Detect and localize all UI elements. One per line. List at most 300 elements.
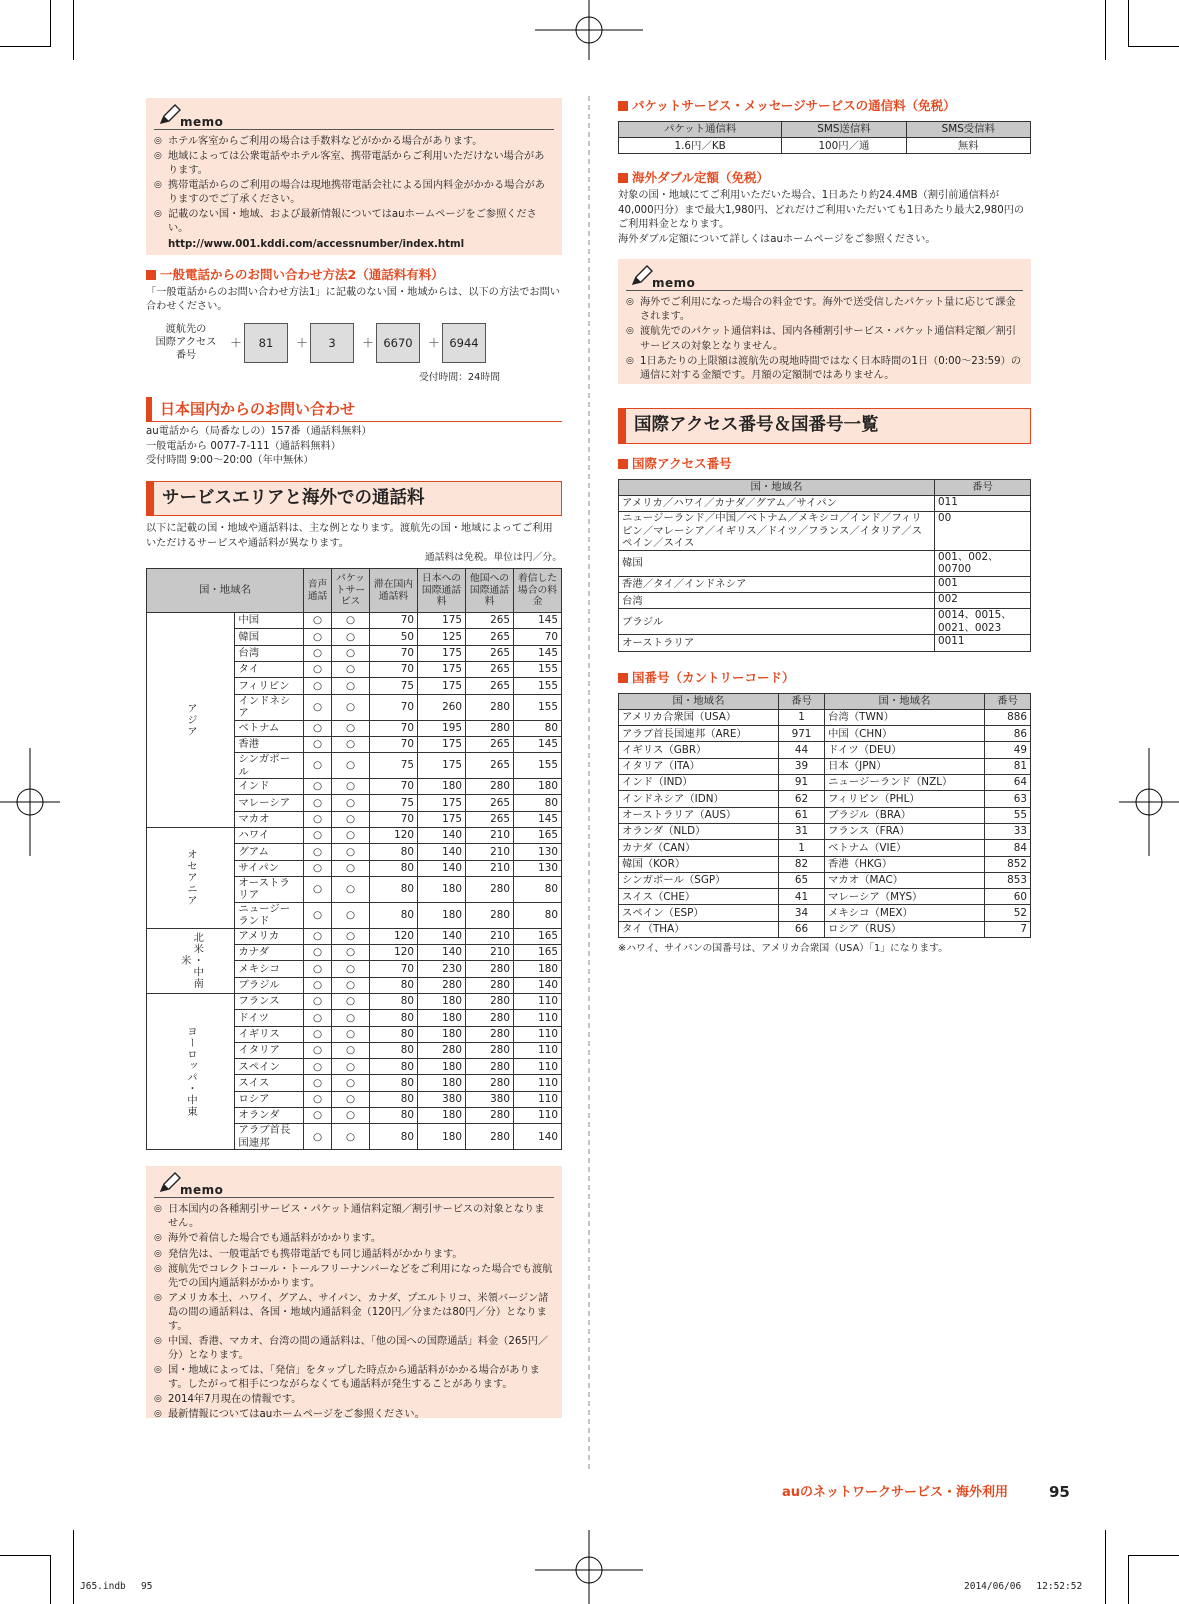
country-code: 84 — [985, 840, 1031, 856]
rate-cell: 140 — [514, 977, 562, 993]
country-code: 31 — [779, 823, 825, 839]
country-code: 852 — [985, 856, 1031, 872]
rate-cell: 70 — [370, 645, 418, 661]
rate-cell: 265 — [466, 795, 514, 811]
rate-cell: 265 — [466, 753, 514, 779]
rate-cell: 280 — [466, 1124, 514, 1150]
rate-cell: 80 — [514, 720, 562, 736]
access-country: 台湾 — [619, 593, 935, 609]
region-label: ヨーロッパ・中東 — [147, 993, 235, 1149]
memo-item: ◎ 記載のない国・地域、および最新情報についてはauホームページをご参照ください。 — [154, 208, 554, 236]
rate-cell: 175 — [418, 753, 466, 779]
country-name: インドネシア（IDN） — [619, 791, 779, 807]
rate-cell: 175 — [418, 661, 466, 677]
country-name: インド — [235, 779, 304, 795]
country-code: 64 — [985, 775, 1031, 791]
rate-cell: 120 — [370, 945, 418, 961]
country-row — [619, 807, 1031, 823]
rate-cell: ○ — [304, 645, 332, 661]
call-rate-table — [146, 568, 562, 1150]
rate-cell: ○ — [332, 613, 370, 629]
memo-box-packet — [618, 259, 1031, 384]
country-name: オランダ — [235, 1108, 304, 1124]
rate-cell: 165 — [514, 945, 562, 961]
country-name: スイス（CHE） — [619, 889, 779, 905]
memo-item: ◎ 海外でご利用になった場合の料金です。海外で送受信したパケット量に応じて課金されます。 — [626, 296, 1023, 324]
rate-cell: ○ — [304, 860, 332, 876]
square-bullet-icon — [618, 459, 628, 469]
rate-cell: 280 — [466, 694, 514, 720]
rate-cell: ○ — [304, 629, 332, 645]
rate-cell: 280 — [466, 779, 514, 795]
country-code: 886 — [985, 709, 1031, 725]
access-row — [619, 550, 1031, 576]
rate-cell: ○ — [304, 844, 332, 860]
country-code: 1 — [779, 840, 825, 856]
rate-cell: ○ — [332, 902, 370, 928]
pencil-icon — [630, 265, 654, 287]
header-country: 国・地域名 — [825, 693, 985, 709]
rate-cell: 75 — [370, 678, 418, 694]
region-label: アジア — [147, 613, 235, 828]
rate-cell: 265 — [466, 678, 514, 694]
rate-cell: 70 — [514, 629, 562, 645]
domestic-line: 一般電話から 0077-7-111（通話料無料） — [146, 440, 341, 452]
rate-cell: 155 — [514, 661, 562, 677]
access-row — [619, 593, 1031, 609]
general-call-text: 「一般電話からのお問い合わせ方法1」に記載のない国・地域からは、以下の方法でお問い合わせください。 — [146, 286, 560, 313]
rate-cell: 70 — [370, 661, 418, 677]
rate-cell: 175 — [418, 645, 466, 661]
rate-cell: ○ — [332, 753, 370, 779]
country-name: ブラジル — [235, 977, 304, 993]
access-number-label: 渡航先の 国際アクセス 番号 — [155, 323, 217, 362]
packet-fee: 1.6円／KB — [619, 138, 782, 154]
rate-cell: 75 — [370, 795, 418, 811]
region-label: オセアニア — [147, 827, 235, 928]
country-row — [619, 840, 1031, 856]
rate-cell: 80 — [370, 1091, 418, 1107]
rate-cell: 180 — [418, 1059, 466, 1075]
country-name: シンガポール — [235, 753, 304, 779]
access-row — [619, 512, 1031, 550]
rate-cell: 120 — [370, 827, 418, 843]
rate-cell: 175 — [418, 795, 466, 811]
packet-table — [618, 121, 1031, 155]
rate-cell: ○ — [304, 661, 332, 677]
rate-cell: 80 — [370, 1075, 418, 1091]
header-to-other: 他国への国際通話料 — [466, 569, 514, 613]
access-number: 00 — [935, 512, 1031, 550]
country-name: ハワイ — [235, 827, 304, 843]
country-name: インド（IND） — [619, 775, 779, 791]
intl-list-heading — [618, 408, 1031, 444]
sms-send-fee: 100円／通 — [782, 138, 906, 154]
access-number: 001、002、00700 — [935, 550, 1031, 576]
rate-cell: 70 — [370, 736, 418, 752]
memo-item: ◎ 2014年7月現在の情報です。 — [154, 1393, 554, 1407]
country-name: メキシコ（MEX） — [825, 905, 985, 921]
memo-item: ◎ 中国、香港、マカオ、台湾の間の通話料は、「他の国への国際通話」料金（265円／分）となります。 — [154, 1335, 554, 1363]
rate-cell: 280 — [466, 1108, 514, 1124]
rate-cell: ○ — [304, 779, 332, 795]
plus-sign: ＋ — [428, 335, 441, 350]
rate-cell: 80 — [370, 977, 418, 993]
header-country: 国・地域名 — [619, 479, 935, 495]
country-name: カナダ（CAN） — [619, 840, 779, 856]
domestic-line: au電話から（局番なしの）157番（通話料無料） — [146, 426, 372, 438]
rate-cell: 180 — [514, 779, 562, 795]
rate-cell: ○ — [304, 1059, 332, 1075]
rate-cell: 110 — [514, 1042, 562, 1058]
country-name: カナダ — [235, 945, 304, 961]
rate-cell: 380 — [466, 1091, 514, 1107]
country-name: オーストラリア（AUS） — [619, 807, 779, 823]
country-name: アラブ首長国連邦 — [235, 1124, 304, 1150]
rate-cell: ○ — [304, 694, 332, 720]
dial-code-area: 3 — [310, 323, 354, 363]
rate-cell: 80 — [514, 876, 562, 902]
rate-cell: 280 — [466, 1026, 514, 1042]
double-text: 海外ダブル定額について詳しくはauホームページをご参照ください。 — [618, 233, 936, 245]
country-code: 52 — [985, 905, 1031, 921]
country-name: グアム — [235, 844, 304, 860]
rate-cell: ○ — [304, 678, 332, 694]
country-name: メキシコ — [235, 961, 304, 977]
rate-cell: ○ — [304, 1075, 332, 1091]
dial-code-part1: 6670 — [376, 323, 420, 363]
country-code: 7 — [985, 921, 1031, 937]
country-code: 60 — [985, 889, 1031, 905]
memo-header — [154, 1172, 554, 1198]
country-name: ニュージーランド — [235, 902, 304, 928]
rate-cell: 180 — [418, 876, 466, 902]
rate-cell: ○ — [332, 1026, 370, 1042]
rate-cell: 210 — [466, 827, 514, 843]
rate-cell: 280 — [466, 902, 514, 928]
pencil-icon — [158, 104, 182, 126]
rate-cell: ○ — [332, 961, 370, 977]
access-row — [619, 609, 1031, 635]
rate-cell: 125 — [418, 629, 466, 645]
rate-cell: 80 — [370, 1124, 418, 1150]
rate-cell: 140 — [418, 945, 466, 961]
access-country: ニュージーランド／中国／ベトナム／メキシコ／インド／フィリピン／マレーシア／イギリス／ドイツ／フランス／イタリア／スペイン／スイス — [619, 512, 935, 550]
rate-cell: ○ — [304, 902, 332, 928]
rate-row — [147, 993, 562, 1009]
memo-item: ◎ 海外で着信した場合でも通話料がかかります。 — [154, 1232, 554, 1246]
rate-cell: ○ — [332, 945, 370, 961]
access-number: 0014、0015、0021、0023 — [935, 609, 1031, 635]
country-name: 韓国（KOR） — [619, 856, 779, 872]
rate-cell: ○ — [304, 1091, 332, 1107]
header-incoming: 着信した場合の料金 — [514, 569, 562, 613]
double-heading — [618, 170, 1031, 187]
country-row — [619, 791, 1031, 807]
rate-cell: 70 — [370, 720, 418, 736]
dial-code-country: 81 — [244, 323, 288, 363]
rate-cell: 70 — [370, 811, 418, 827]
rate-cell: 145 — [514, 736, 562, 752]
rate-cell: ○ — [332, 827, 370, 843]
rate-cell: ○ — [304, 720, 332, 736]
access-number: 011 — [935, 496, 1031, 512]
rate-cell: ○ — [304, 961, 332, 977]
rate-cell: 180 — [418, 1108, 466, 1124]
rate-cell: ○ — [304, 1124, 332, 1150]
rate-row — [147, 928, 562, 944]
rate-cell: ○ — [332, 1075, 370, 1091]
rate-cell: 180 — [418, 993, 466, 1009]
rate-cell: ○ — [332, 694, 370, 720]
rate-cell: ○ — [332, 736, 370, 752]
country-code: 1 — [779, 709, 825, 725]
rate-cell: 260 — [418, 694, 466, 720]
rate-cell: ○ — [304, 945, 332, 961]
rate-cell: 140 — [418, 860, 466, 876]
rate-cell: 180 — [418, 1075, 466, 1091]
country-name: マカオ（MAC） — [825, 872, 985, 888]
country-code: 86 — [985, 726, 1031, 742]
rate-cell: ○ — [332, 720, 370, 736]
access-country: ブラジル — [619, 609, 935, 635]
rate-cell: 265 — [466, 661, 514, 677]
country-row — [619, 775, 1031, 791]
memo-box-calls — [146, 1166, 562, 1421]
access-number: 002 — [935, 593, 1031, 609]
packet-heading — [618, 98, 1031, 115]
rate-cell: 180 — [514, 961, 562, 977]
access-title: 国際アクセス番号 — [632, 455, 732, 471]
rate-cell: 180 — [418, 779, 466, 795]
rate-cell: ○ — [332, 876, 370, 902]
rate-cell: 140 — [418, 827, 466, 843]
rate-cell: 120 — [370, 928, 418, 944]
rate-cell: 140 — [514, 1124, 562, 1150]
memo-item: ◎ 発信先は、一般電話でも携帯電話でも同じ通話料がかかります。 — [154, 1248, 554, 1262]
rate-cell: 110 — [514, 1010, 562, 1026]
rate-cell: 80 — [370, 860, 418, 876]
rate-cell: 265 — [466, 613, 514, 629]
rate-cell: 280 — [466, 876, 514, 902]
country-name: スイス — [235, 1075, 304, 1091]
country-name: フィリピン — [235, 678, 304, 694]
memo-item: ◎ アメリカ本土、ハワイ、グアム、サイパン、カナダ、プエルトリコ、米領バージン諸島の間の通話料は、各国・地域内通話料金（120円／分または80円／分）となります。 — [154, 1292, 554, 1334]
country-name: マレーシア — [235, 795, 304, 811]
country-row — [619, 823, 1031, 839]
rate-cell: 110 — [514, 1026, 562, 1042]
country-code: 66 — [779, 921, 825, 937]
country-name: ロシア — [235, 1091, 304, 1107]
country-name: ベトナム — [235, 720, 304, 736]
header-number: 番号 — [779, 693, 825, 709]
memo-list — [626, 296, 1023, 382]
plus-sign: ＋ — [296, 335, 309, 350]
memo-label: memo — [180, 1183, 224, 1198]
memo-item: ◎ 国・地域によっては、「発信」をタップした時点から通話料がかかる場合があります。したがって相手につながらなくても通話料が発生することがあります。 — [154, 1364, 554, 1392]
rate-cell: 70 — [370, 779, 418, 795]
rate-cell: 70 — [370, 961, 418, 977]
rate-cell: 280 — [466, 1042, 514, 1058]
country-name: タイ（THA） — [619, 921, 779, 937]
access-table-body — [619, 496, 1031, 652]
rate-table-head — [147, 569, 562, 613]
country-row — [619, 758, 1031, 774]
plus-sign: ＋ — [230, 335, 243, 350]
rate-cell: 145 — [514, 645, 562, 661]
access-heading — [618, 456, 1031, 473]
footer-section-title: auのネットワークサービス・海外利用 — [782, 1485, 1009, 1500]
country-code: 63 — [985, 791, 1031, 807]
memo-header — [154, 104, 554, 130]
country-name: 韓国 — [235, 629, 304, 645]
country-name: マカオ — [235, 811, 304, 827]
access-row — [619, 496, 1031, 512]
rate-cell: ○ — [304, 1108, 332, 1124]
country-name: イタリア（ITA） — [619, 758, 779, 774]
rate-cell: 380 — [418, 1091, 466, 1107]
dial-sequence — [146, 323, 562, 385]
header-voice: 音声通話 — [304, 569, 332, 613]
rate-cell: 280 — [466, 977, 514, 993]
rate-cell: ○ — [332, 645, 370, 661]
country-name: オーストラリア — [235, 876, 304, 902]
rate-table-header-row — [147, 569, 562, 613]
packet-header-row — [619, 121, 1031, 137]
rate-cell: 80 — [370, 1026, 418, 1042]
rate-cell: ○ — [332, 1059, 370, 1075]
file-info: J65.indb 95 — [80, 1581, 153, 1592]
pencil-icon — [158, 1172, 182, 1194]
footer-section — [782, 1484, 1008, 1502]
rate-cell: 155 — [514, 678, 562, 694]
header-packet-fee: パケット通信料 — [619, 121, 782, 137]
rate-cell: 165 — [514, 928, 562, 944]
rate-note: 通話料は免税。単位は円／分。 — [424, 552, 562, 564]
country-code: 82 — [779, 856, 825, 872]
double-title: 海外ダブル定額（免税） — [632, 170, 770, 186]
rate-cell: ○ — [332, 860, 370, 876]
memo-item: ◎ 地域によっては公衆電話やホテル客室、携帯電話からご利用いただけない場合があります。 — [154, 150, 554, 178]
page-number: 95 — [1049, 1483, 1070, 1501]
rate-cell: 140 — [418, 928, 466, 944]
country-name: 中国（CHN） — [825, 726, 985, 742]
rate-cell: ○ — [304, 993, 332, 1009]
header-number: 番号 — [935, 479, 1031, 495]
country-row — [619, 726, 1031, 742]
rate-cell: ○ — [332, 779, 370, 795]
rate-cell: 80 — [370, 876, 418, 902]
rate-cell: 180 — [418, 1026, 466, 1042]
rate-cell: ○ — [304, 1010, 332, 1026]
country-name: イタリア — [235, 1042, 304, 1058]
header-local: 滞在国内通話料 — [370, 569, 418, 613]
country-name: シンガポール（SGP） — [619, 872, 779, 888]
rate-cell: 280 — [466, 720, 514, 736]
country-table-body — [619, 709, 1031, 937]
memo-item: ◎ 最新情報についてはauホームページをご参照ください。 — [154, 1408, 554, 1422]
rate-cell: 110 — [514, 1108, 562, 1124]
memo-item: ◎ ホテル客室からご利用の場合は手数料などがかかる場合があります。 — [154, 135, 554, 149]
country-code-title: 国番号（カントリーコード） — [632, 669, 795, 685]
rate-cell: 130 — [514, 860, 562, 876]
access-number: 001 — [935, 576, 1031, 592]
rate-cell: 210 — [466, 844, 514, 860]
country-code: 55 — [985, 807, 1031, 823]
country-header-row — [619, 693, 1031, 709]
rate-cell: 265 — [466, 645, 514, 661]
packet-title: パケットサービス・メッセージサービスの通信料（免税） — [632, 98, 956, 113]
country-code: 34 — [779, 905, 825, 921]
general-call-heading — [146, 267, 562, 284]
country-name: サイパン — [235, 860, 304, 876]
square-bullet-icon — [146, 270, 156, 280]
rate-cell: 110 — [514, 993, 562, 1009]
country-row — [619, 905, 1031, 921]
rate-cell: 175 — [418, 678, 466, 694]
rate-cell: 180 — [418, 902, 466, 928]
rate-cell: ○ — [304, 753, 332, 779]
country-name: イギリス — [235, 1026, 304, 1042]
country-name: インドネシア — [235, 694, 304, 720]
rate-cell: 280 — [418, 977, 466, 993]
country-code: 39 — [779, 758, 825, 774]
memo-list — [154, 1203, 554, 1422]
sms-receive-fee: 無料 — [906, 138, 1030, 154]
rate-cell: ○ — [332, 1042, 370, 1058]
country-name: 香港（HKG） — [825, 856, 985, 872]
country-code: 65 — [779, 872, 825, 888]
right-column — [618, 98, 1031, 956]
country-row — [619, 889, 1031, 905]
country-name: フィリピン（PHL） — [825, 791, 985, 807]
rate-cell: ○ — [332, 977, 370, 993]
rate-cell: ○ — [304, 876, 332, 902]
memo-box-hotel — [146, 98, 562, 255]
country-code: 853 — [985, 872, 1031, 888]
rate-cell: 280 — [466, 1075, 514, 1091]
rate-cell: 80 — [370, 1108, 418, 1124]
rate-cell: 130 — [514, 844, 562, 860]
memo-label: memo — [652, 276, 696, 291]
country-name: 中国 — [235, 613, 304, 629]
country-name: スペイン — [235, 1059, 304, 1075]
country-name: イギリス（GBR） — [619, 742, 779, 758]
intl-list-title: 国際アクセス番号＆国番号一覧 — [634, 415, 879, 436]
rate-cell: 280 — [466, 993, 514, 1009]
header-sms-receive: SMS受信料 — [906, 121, 1030, 137]
country-name: ロシア（RUS） — [825, 921, 985, 937]
header-country: 国・地域名 — [619, 693, 779, 709]
rate-table-body — [147, 613, 562, 1150]
rate-cell: 75 — [370, 753, 418, 779]
country-name: ベトナム（VIE） — [825, 840, 985, 856]
rate-cell: ○ — [332, 1091, 370, 1107]
access-number-url[interactable]: http://www.001.kddi.com/accessnumber/index.html — [168, 238, 465, 250]
country-name: フランス — [235, 993, 304, 1009]
country-name: ブラジル（BRA） — [825, 807, 985, 823]
rate-cell: ○ — [332, 811, 370, 827]
rate-cell: 110 — [514, 1091, 562, 1107]
rate-cell: 230 — [418, 961, 466, 977]
dial-code-part2: 6944 — [442, 323, 486, 363]
rate-cell: ○ — [332, 1010, 370, 1026]
country-code: 81 — [985, 758, 1031, 774]
rate-cell: ○ — [332, 844, 370, 860]
country-name: 台湾（TWN） — [825, 709, 985, 725]
print-timestamp: 2014/06/06 12:52:52 — [964, 1581, 1083, 1592]
header-country: 国・地域名 — [147, 569, 304, 613]
